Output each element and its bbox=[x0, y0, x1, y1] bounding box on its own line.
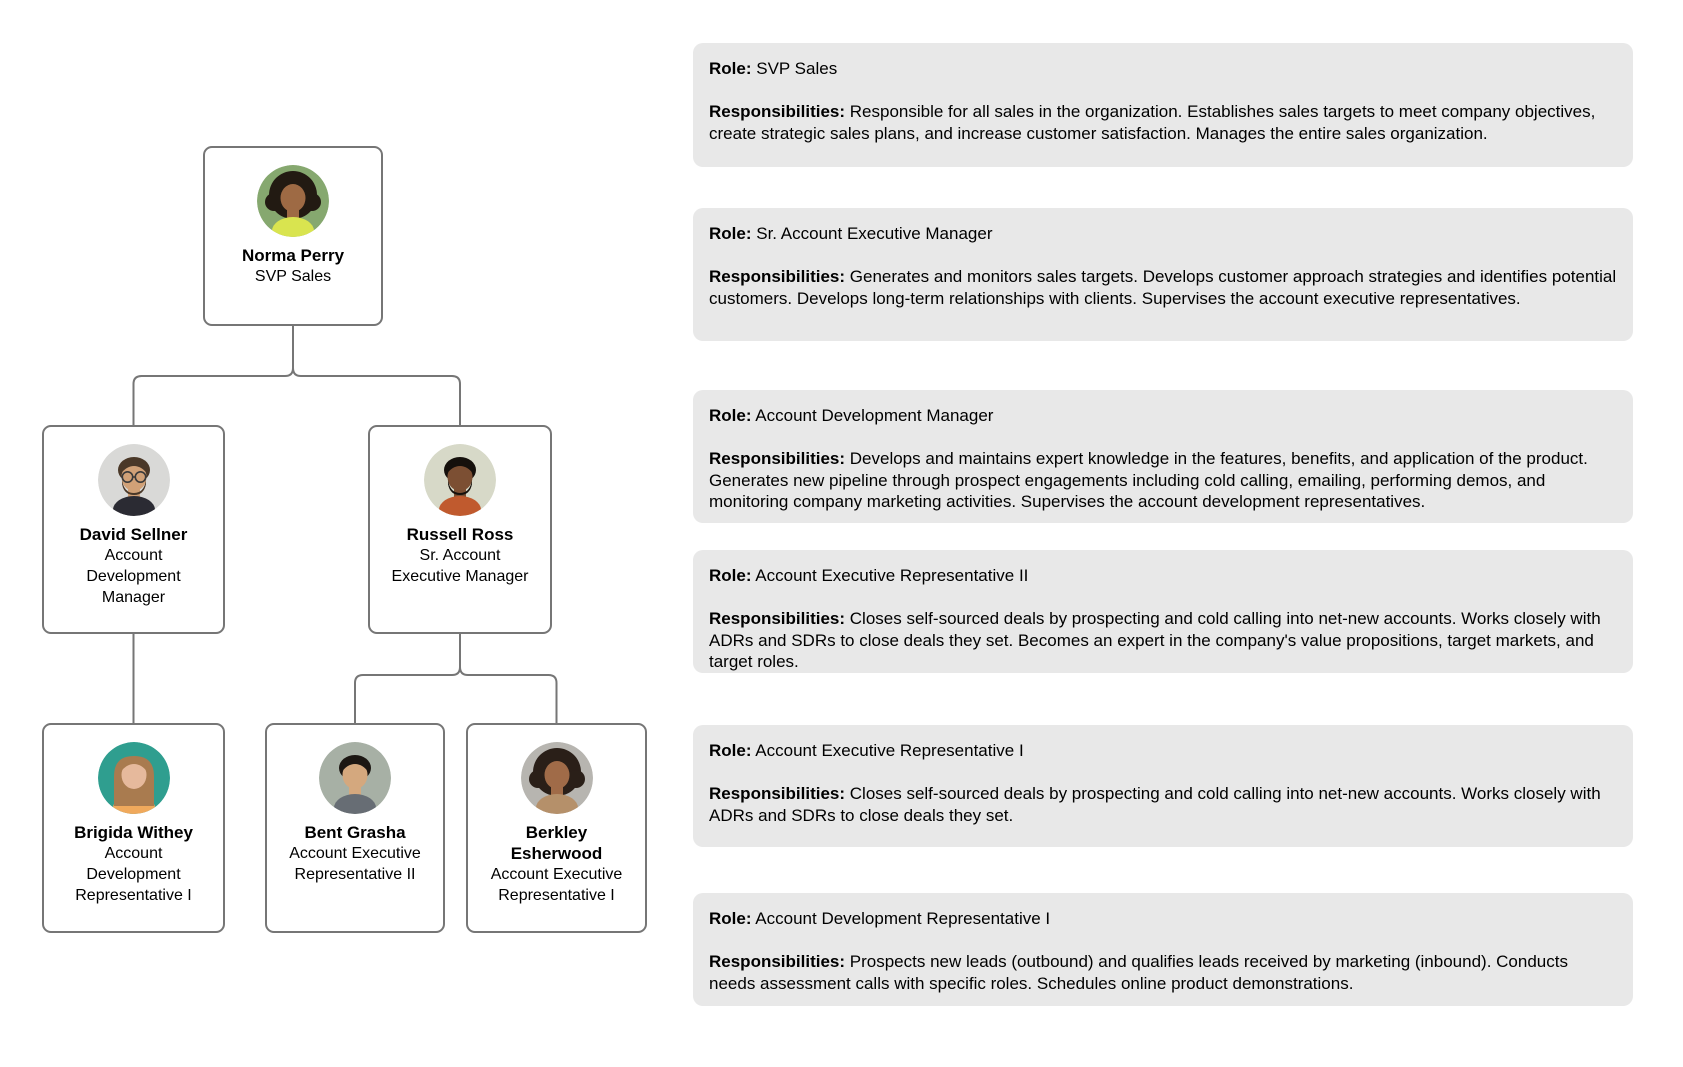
responsibilities-line bbox=[709, 448, 1617, 513]
role-value: Account Executive Representative I bbox=[755, 741, 1024, 760]
person-name: David Sellner bbox=[79, 525, 188, 544]
org-node-bent-grasha[interactable] bbox=[265, 723, 445, 933]
person-name: Russell Ross bbox=[406, 525, 514, 544]
role-line bbox=[709, 908, 1617, 930]
role-line bbox=[709, 405, 1617, 427]
responsibilities-line bbox=[709, 608, 1617, 673]
org-node-norma-perry[interactable] bbox=[203, 146, 383, 326]
person-title: Sr. Account Executive Manager bbox=[391, 547, 529, 585]
role-line bbox=[709, 565, 1617, 587]
role-label: Role: bbox=[709, 909, 752, 928]
responsibilities-line bbox=[709, 101, 1617, 144]
responsibilities-text: Closes self-sourced deals by prospecting and cold calling into net-new accounts. Works closely with ADRs and SDRs to close deals they set. bbox=[709, 784, 1601, 825]
profile-photo bbox=[257, 165, 329, 237]
responsibilities-text: Generates and monitors sales targets. Develops customer approach strategies and identifies potential customers. Develops long-term relationships with clients. Supervises the account executive representatives. bbox=[709, 267, 1617, 308]
role-value: Account Executive Representative II bbox=[755, 566, 1029, 585]
responsibilities-text: Responsible for all sales in the organization. Establishes sales targets to meet company objectives, create strategic sales plans, and increase customer satisfaction. Manages the entire sales organization. bbox=[709, 102, 1596, 143]
responsibilities-label: Responsibilities: bbox=[709, 267, 846, 286]
role-label: Role: bbox=[709, 741, 752, 760]
role-label: Role: bbox=[709, 224, 752, 243]
responsibilities-line bbox=[709, 783, 1617, 826]
connector-top-to-right-child bbox=[293, 368, 460, 425]
responsibilities-line bbox=[709, 266, 1617, 309]
role-line bbox=[709, 223, 1617, 245]
responsibilities-label: Responsibilities: bbox=[709, 102, 846, 121]
person-name: Norma Perry bbox=[241, 246, 345, 265]
connector-russell-to-bent bbox=[355, 634, 460, 723]
role-card-account-development-manager bbox=[693, 390, 1633, 523]
person-title: Account Executive Representative I bbox=[490, 866, 623, 904]
profile-photo bbox=[424, 444, 496, 516]
role-card-sr-account-executive-manager bbox=[693, 208, 1633, 341]
person-title: Account Development Representative I bbox=[75, 845, 192, 904]
responsibilities-text: Closes self-sourced deals by prospecting and cold calling into net-new accounts. Works closely with ADRs and SDRs to close deals they set. Becomes an expert in the company's value propositions, target markets, and target roles. bbox=[709, 609, 1601, 671]
responsibilities-text: Develops and maintains expert knowledge in the features, benefits, and application of the product. Generates new pipeline through prospect engagements including cold calling, emailing, performing demos, and monitoring company marketing activities. Supervises the account development representatives. bbox=[709, 449, 1588, 511]
role-value: SVP Sales bbox=[756, 59, 838, 78]
person-name: Bent Grasha bbox=[304, 823, 406, 842]
role-card-account-executive-representative-i bbox=[693, 725, 1633, 847]
responsibilities-text: Prospects new leads (outbound) and qualifies leads received by marketing (inbound). Conducts needs assessment calls with specific roles. Schedules online product demonstrations. bbox=[709, 952, 1568, 993]
profile-photo bbox=[98, 742, 170, 814]
org-node-russell-ross[interactable] bbox=[368, 425, 552, 634]
responsibilities-label: Responsibilities: bbox=[709, 952, 846, 971]
role-value: Account Development Representative I bbox=[755, 909, 1051, 928]
role-value: Sr. Account Executive Manager bbox=[756, 224, 993, 243]
role-card-account-development-representative-i bbox=[693, 893, 1633, 1006]
responsibilities-label: Responsibilities: bbox=[709, 784, 846, 803]
role-line bbox=[709, 740, 1617, 762]
role-label: Role: bbox=[709, 566, 752, 585]
responsibilities-line bbox=[709, 951, 1617, 994]
person-name: Berkley Esherwood bbox=[510, 823, 603, 863]
org-node-david-sellner[interactable] bbox=[42, 425, 225, 634]
role-label: Role: bbox=[709, 59, 752, 78]
responsibilities-label: Responsibilities: bbox=[709, 449, 846, 468]
person-title: SVP Sales bbox=[254, 268, 332, 285]
person-title: Account Executive Representative II bbox=[289, 845, 421, 883]
org-node-berkley-esherwood[interactable] bbox=[466, 723, 647, 933]
role-card-svp-sales bbox=[693, 43, 1633, 167]
responsibilities-label: Responsibilities: bbox=[709, 609, 846, 628]
profile-photo bbox=[98, 444, 170, 516]
person-name: Brigida Withey bbox=[74, 823, 193, 842]
role-line bbox=[709, 58, 1617, 80]
role-value: Account Development Manager bbox=[755, 406, 994, 425]
org-node-brigida-withey[interactable] bbox=[42, 723, 225, 933]
person-title: Account Development Manager bbox=[86, 547, 181, 606]
role-card-account-executive-representative-ii bbox=[693, 550, 1633, 673]
profile-photo bbox=[521, 742, 593, 814]
role-label: Role: bbox=[709, 406, 752, 425]
profile-photo bbox=[319, 742, 391, 814]
connector-russell-to-berkley bbox=[460, 667, 557, 723]
connector-top-to-left-child bbox=[134, 325, 294, 425]
